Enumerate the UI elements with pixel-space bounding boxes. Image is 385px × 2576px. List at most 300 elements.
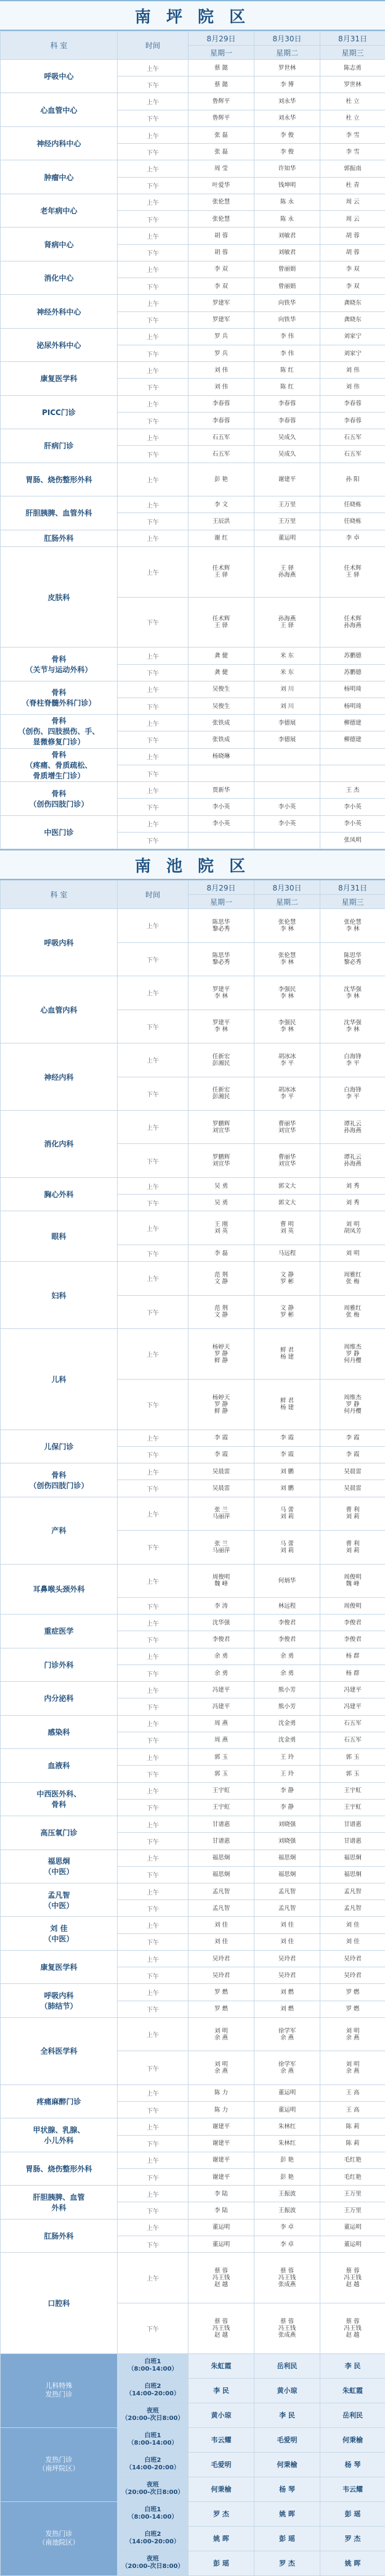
- table-row: [1, 1211, 385, 1245]
- doctor-cell: [188, 832, 254, 849]
- doctor-cell: 王 高: [320, 2102, 385, 2118]
- doctor-cell: 吴 勇: [188, 1195, 254, 1211]
- doctor-cell: 孙 阳: [320, 463, 385, 496]
- period-cell: 上午: [118, 2253, 188, 2303]
- doctor-cell: 李 涛: [188, 1597, 254, 1614]
- doctor-cell: 李 雪: [320, 144, 385, 160]
- period-cell: 上午: [118, 496, 188, 513]
- doctor-cell: 冯建平: [188, 1682, 254, 1698]
- period-cell: 上午: [118, 1463, 188, 1480]
- period-cell: 下午: [118, 2051, 188, 2084]
- schedule-table: [0, 31, 385, 849]
- doctor-cell: 李小英: [188, 815, 254, 832]
- doctor-cell: 刘晓强: [254, 1816, 320, 1833]
- doctor-cell: 石五军: [320, 446, 385, 463]
- fever-dept-name: 发热门诊 （南坪院区）: [1, 2427, 118, 2501]
- doctor-cell: 吴晨雷: [188, 1480, 254, 1497]
- period-cell: 下午: [118, 2168, 188, 2185]
- doctor-cell: 谢建平: [188, 2152, 254, 2168]
- dept-name: 呼吸内科: [1, 909, 118, 976]
- doctor-cell: 任新宏 彭湘民: [188, 1077, 254, 1110]
- doctor-cell: 谢建平: [188, 2168, 254, 2185]
- doctor-cell: 陈 红: [254, 379, 320, 395]
- doctor-cell: 石五军: [188, 446, 254, 463]
- doctor-cell: 李 俊: [254, 126, 320, 143]
- period-cell: 上午: [118, 1850, 188, 1866]
- doctor-cell: 文 静 罗 彬: [254, 1262, 320, 1295]
- doctor-cell: 甘谱惠: [188, 1833, 254, 1850]
- doctor-cell: 李俊君: [320, 1631, 385, 1648]
- doctor-cell: 毛红艳: [320, 2152, 385, 2168]
- doctor-cell: 吴晨雷: [320, 1480, 385, 1497]
- doctor-cell: 鲁辉平: [188, 110, 254, 126]
- doctor-cell: 蔡 蓉 冯王钱 赵 越: [188, 2303, 254, 2353]
- doctor-cell: 徐学军 余 燕: [254, 2017, 320, 2051]
- period-cell: 上午: [118, 1749, 188, 1766]
- doctor-cell: 郭 玉: [188, 1749, 254, 1766]
- doctor-cell: 李 文: [188, 496, 254, 513]
- doctor-cell: 刘 秀: [320, 1177, 385, 1194]
- doctor-cell: 罗 燃: [188, 1984, 254, 2001]
- doctor-cell: 张伦慧: [188, 211, 254, 228]
- dept-name: 老年病中心: [1, 194, 118, 227]
- dept-name: 胃肠、烧伤整形外科: [1, 2152, 118, 2185]
- doctor-cell: 周维杰 罗 静 何丹樱: [320, 1379, 385, 1430]
- doctor-cell: 熊小芳: [254, 1682, 320, 1698]
- doctor-cell: 董运明: [320, 2219, 385, 2236]
- doctor-cell: 蔡 蓉 冯王钱 张成燕: [254, 2303, 320, 2353]
- doctor-cell: 吴晨雷: [188, 1463, 254, 1480]
- dept-name: 心血管内科: [1, 976, 118, 1043]
- doctor-cell: 吴成久: [254, 446, 320, 463]
- period-cell: 上午: [118, 395, 188, 412]
- fever-doctor-cell: 李 民: [188, 2378, 254, 2403]
- doctor-cell: [320, 748, 385, 765]
- doctor-cell: 沈华强: [188, 1615, 254, 1631]
- doctor-cell: 李小英: [188, 799, 254, 815]
- dept-name: 康复医学科: [1, 362, 118, 395]
- period-cell: 下午: [118, 244, 188, 261]
- period-cell: 上午: [118, 648, 188, 664]
- period-cell: 上午: [118, 1883, 188, 1899]
- doctor-cell: 李 博: [254, 76, 320, 93]
- doctor-cell: 张伦慧 李 林: [254, 942, 320, 976]
- doctor-cell: 福思炯: [254, 1866, 320, 1883]
- doctor-cell: 李春蓉: [188, 395, 254, 412]
- doctor-cell: 余 勇: [188, 1648, 254, 1665]
- period-cell: 上午: [118, 228, 188, 244]
- table-row: [1, 1329, 385, 1380]
- table-row: [1, 909, 385, 942]
- dept-name: 消化内科: [1, 1111, 118, 1178]
- doctor-cell: 刘永华: [254, 93, 320, 110]
- fever-doctor-cell: 姚 晖: [320, 2551, 385, 2575]
- table-row: [1, 1749, 385, 1766]
- doctor-cell: 刘晓强: [254, 1833, 320, 1850]
- doctor-cell: 李强民 李 林: [254, 1010, 320, 1043]
- doctor-cell: 陈 莉: [320, 2118, 385, 2135]
- date-header: 8月30日: [254, 31, 320, 46]
- doctor-cell: 李 卓: [254, 2236, 320, 2252]
- doctor-cell: 吴玲君: [188, 1950, 254, 1967]
- dept-name: 儿科: [1, 1329, 118, 1430]
- fever-doctor-cell: 罗 杰: [254, 2551, 320, 2575]
- doctor-cell: 吴 勇: [188, 1177, 254, 1194]
- doctor-cell: 蔡 蓉 冯王钱 赵 越: [188, 2253, 254, 2303]
- doctor-cell: 许知华: [254, 160, 320, 177]
- dept-name: 消化中心: [1, 261, 118, 294]
- doctor-cell: 任术辉 孙海燕: [320, 597, 385, 648]
- doctor-cell: 张凤明: [320, 832, 385, 849]
- doctor-cell: 王万里: [320, 2186, 385, 2202]
- doctor-cell: 龚晓东: [320, 311, 385, 328]
- doctor-cell: 董运明: [320, 2236, 385, 2252]
- doctor-cell: 朱林红: [254, 2118, 320, 2135]
- doctor-cell: 董运明: [254, 2102, 320, 2118]
- period-cell: 下午: [118, 1732, 188, 1748]
- table-row: [1, 1463, 385, 1480]
- shift-cell: 夜班 （20:00-次日8:00）: [118, 2477, 188, 2501]
- doctor-cell: 董运明: [254, 530, 320, 546]
- doctor-cell: 胡冰冰 李 平: [254, 1077, 320, 1110]
- doctor-cell: 王辰洪: [188, 513, 254, 530]
- doctor-cell: 张铁成: [188, 731, 254, 748]
- period-cell: 下午: [118, 1446, 188, 1463]
- dept-name: 福思炯 （中医）: [1, 1850, 118, 1883]
- doctor-cell: 沈金勇: [254, 1715, 320, 1732]
- doctor-cell: 王宇虹: [188, 1782, 254, 1799]
- doctor-cell: 柳德建: [320, 715, 385, 731]
- doctor-cell: 陈 力: [188, 2102, 254, 2118]
- dept-name: 肿瘤中心: [1, 160, 118, 194]
- period-cell: 上午: [118, 1111, 188, 1144]
- period-cell: 上午: [118, 463, 188, 496]
- fever-doctor-cell: 韦云耀: [320, 2477, 385, 2501]
- table-row: [1, 2186, 385, 2202]
- dept-name: 康复医学科: [1, 1950, 118, 1983]
- doctor-cell: 冯建平: [188, 1698, 254, 1715]
- doctor-cell: 龚晓东: [320, 295, 385, 311]
- doctor-cell: 甘谱惠: [320, 1833, 385, 1850]
- doctor-cell: 任术辉 王 驿: [188, 546, 254, 597]
- doctor-cell: 鲜 君 杨 建: [254, 1379, 320, 1430]
- doctor-cell: 王振波: [254, 2186, 320, 2202]
- doctor-cell: 李 陆: [188, 2186, 254, 2202]
- section-title: 南 池 院 区: [0, 849, 385, 880]
- shift-cell: 白班2 （14:00-20:00）: [118, 2452, 188, 2477]
- doctor-cell: 刘 明: [320, 1245, 385, 1261]
- table-row: [1, 496, 385, 513]
- doctor-cell: 吴成久: [254, 429, 320, 446]
- doctor-cell: 马 蕾 刘 莉: [254, 1497, 320, 1530]
- doctor-cell: 向铁华: [254, 311, 320, 328]
- dept-name: 孟凡智 （中医）: [1, 1883, 118, 1916]
- table-row: [1, 1615, 385, 1631]
- doctor-cell: 曹 明 刘 英: [254, 1211, 320, 1245]
- dept-name: 呼吸中心: [1, 60, 118, 93]
- doctor-cell: 王宇虹: [320, 1799, 385, 1816]
- table-row: [1, 1564, 385, 1597]
- doctor-cell: 李小英: [254, 799, 320, 815]
- dept-name: 肝胆胰脾、血管 外科: [1, 2186, 118, 2219]
- dept-header: 科 室: [1, 31, 118, 60]
- dept-name: 肛肠外科: [1, 530, 118, 546]
- fever-doctor-cell: 毛爱明: [188, 2452, 254, 2477]
- period-cell: 上午: [118, 328, 188, 345]
- doctor-cell: 刘 佳: [320, 1933, 385, 1950]
- doctor-cell: 罗鹏辉 刘宣华: [188, 1111, 254, 1144]
- table-row: [1, 126, 385, 143]
- period-cell: 下午: [118, 1799, 188, 1816]
- dept-name: 甲状腺、乳腺、 小儿外科: [1, 2118, 118, 2152]
- doctor-cell: 周雅红 张 梅: [320, 1295, 385, 1328]
- doctor-cell: 龚 健: [188, 664, 254, 681]
- fever-doctor-cell: 岳利民: [320, 2403, 385, 2427]
- doctor-cell: 毛红艳: [320, 2168, 385, 2185]
- period-cell: 下午: [118, 345, 188, 361]
- period-cell: 下午: [118, 1245, 188, 1261]
- doctor-cell: 刘 秀: [320, 1195, 385, 1211]
- period-cell: 上午: [118, 2118, 188, 2135]
- doctor-cell: 孟凡智: [188, 1900, 254, 1917]
- doctor-cell: 杨明琦: [320, 681, 385, 697]
- doctor-cell: 罗 燃: [320, 2001, 385, 2017]
- dept-name: 肝胆胰脾、血管外科: [1, 496, 118, 530]
- doctor-cell: 罗鹏辉 刘宣华: [188, 1144, 254, 1177]
- doctor-cell: 王万里: [254, 496, 320, 513]
- dept-name: 疼痛麻醉门诊: [1, 2084, 118, 2118]
- fever-doctor-cell: 李 民: [254, 2403, 320, 2427]
- doctor-cell: 杨晓琳: [188, 748, 254, 765]
- period-cell: 下午: [118, 697, 188, 714]
- period-cell: 上午: [118, 160, 188, 177]
- table-row: [1, 295, 385, 311]
- doctor-cell: 董运明: [188, 2219, 254, 2236]
- period-cell: 上午: [118, 1211, 188, 1245]
- period-cell: 下午: [118, 799, 188, 815]
- table-row: [1, 1715, 385, 1732]
- period-cell: 下午: [118, 412, 188, 429]
- table-row: [1, 2219, 385, 2236]
- doctor-cell: 蔡 蓉 冯王钱 赵 越: [320, 2303, 385, 2353]
- doctor-cell: [254, 782, 320, 799]
- doctor-cell: 蔡 懿: [188, 60, 254, 76]
- doctor-cell: 周雅红 张 梅: [320, 1262, 385, 1295]
- doctor-cell: 刘 佳: [188, 1917, 254, 1933]
- doctor-cell: 柳德建: [320, 731, 385, 748]
- doctor-cell: 张伦慧 李 林: [320, 909, 385, 942]
- fever-doctor-cell: 杨 琴: [254, 2477, 320, 2501]
- period-cell: 上午: [118, 1329, 188, 1380]
- doctor-cell: 周维杰 罗 静 何丹樱: [320, 1329, 385, 1380]
- period-cell: 下午: [118, 2001, 188, 2017]
- doctor-cell: 罗 燃: [188, 2001, 254, 2017]
- table-row: [1, 2017, 385, 2051]
- doctor-cell: 李春蓉: [254, 395, 320, 412]
- table-row: [1, 194, 385, 210]
- period-cell: 下午: [118, 1933, 188, 1950]
- doctor-cell: 李 静: [254, 1799, 320, 1816]
- doctor-cell: 罗世林: [254, 60, 320, 76]
- doctor-cell: 吴玲君: [320, 1950, 385, 1967]
- doctor-cell: 刘 明 余 燕: [320, 2051, 385, 2084]
- period-cell: 上午: [118, 2017, 188, 2051]
- table-row: [1, 2253, 385, 2303]
- doctor-cell: 吴俊生: [188, 697, 254, 714]
- dept-name: 刘 佳 （中医）: [1, 1917, 118, 1950]
- doctor-cell: [254, 748, 320, 765]
- table-row: [1, 1950, 385, 1967]
- period-cell: 上午: [118, 2186, 188, 2202]
- table-row: [1, 328, 385, 345]
- doctor-cell: 李俊君: [320, 1615, 385, 1631]
- doctor-cell: 徐学军 余 燕: [254, 2051, 320, 2084]
- doctor-cell: 杜 立: [320, 110, 385, 126]
- period-cell: 下午: [118, 1077, 188, 1110]
- date-header: 8月30日: [254, 881, 320, 895]
- doctor-cell: 陈 红: [254, 362, 320, 379]
- doctor-cell: 王万里: [254, 513, 320, 530]
- table-row: [1, 463, 385, 496]
- doctor-cell: 福思炯: [188, 1866, 254, 1883]
- period-cell: 上午: [118, 1816, 188, 1833]
- date-header: 8月29日: [188, 881, 254, 895]
- dept-name: 感染科: [1, 1715, 118, 1748]
- period-cell: 下午: [118, 1531, 188, 1564]
- period-cell: 上午: [118, 1682, 188, 1698]
- doctor-cell: 李 霞: [188, 1430, 254, 1446]
- doctor-cell: 李德展: [254, 731, 320, 748]
- period-cell: 下午: [118, 278, 188, 295]
- doctor-cell: 李 霞: [188, 1446, 254, 1463]
- table-row: [1, 1850, 385, 1866]
- doctor-cell: 李 伟: [254, 345, 320, 361]
- dept-name: 神经外科中心: [1, 295, 118, 328]
- doctor-cell: 李春蓉: [188, 412, 254, 429]
- doctor-cell: 周 云: [320, 211, 385, 228]
- doctor-cell: 李小英: [320, 799, 385, 815]
- doctor-cell: 曾丽娟: [254, 261, 320, 278]
- doctor-cell: 任新宏 彭湘民: [188, 1043, 254, 1077]
- fever-doctor-cell: 朱虹霞: [188, 2353, 254, 2378]
- doctor-cell: 李春蓉: [254, 412, 320, 429]
- dept-name: 肝病门诊: [1, 429, 118, 463]
- fever-doctor-cell: 岳利民: [254, 2353, 320, 2378]
- doctor-cell: 余 勇: [254, 1665, 320, 1681]
- table-row: [1, 60, 385, 76]
- doctor-cell: 谢建平: [188, 2135, 254, 2152]
- doctor-cell: 福思炯: [254, 1850, 320, 1866]
- doctor-cell: 李 磊: [188, 1245, 254, 1261]
- fever-doctor-cell: 黄小琼: [188, 2403, 254, 2427]
- dept-name: 胸心外科: [1, 1177, 118, 1211]
- period-cell: 上午: [118, 261, 188, 278]
- doctor-cell: 蔡 蓉 冯王钱 赵 越: [320, 2253, 385, 2303]
- table-row: [1, 160, 385, 177]
- doctor-cell: 李 伟: [254, 328, 320, 345]
- fever-doctor-cell: 何秉榆: [254, 2452, 320, 2477]
- dept-name: 产科: [1, 1497, 118, 1564]
- table-row: [1, 362, 385, 379]
- doctor-cell: 刘敏君: [254, 228, 320, 244]
- doctor-cell: 李 陆: [188, 2202, 254, 2219]
- table-row: [1, 1682, 385, 1698]
- doctor-cell: 吴玲君: [254, 1967, 320, 1984]
- doctor-cell: 福思炯: [320, 1850, 385, 1866]
- doctor-cell: 罗建军: [188, 311, 254, 328]
- doctor-cell: 郭 玉: [188, 1766, 254, 1782]
- doctor-cell: 范 荆 文 静: [188, 1262, 254, 1295]
- weekday-header: 星期一: [188, 46, 254, 60]
- period-cell: 下午: [118, 1010, 188, 1043]
- doctor-cell: 杨婷天 罗 静 鲜 静: [188, 1329, 254, 1380]
- doctor-cell: 刘 佳: [254, 1917, 320, 1933]
- doctor-cell: 石五军: [320, 429, 385, 446]
- dept-name: 呼吸内科 （肺结节）: [1, 1984, 118, 2017]
- doctor-cell: 刘 佳: [254, 1933, 320, 1950]
- doctor-cell: 陈 莉: [320, 2135, 385, 2152]
- period-cell: 上午: [118, 546, 188, 597]
- doctor-cell: 李 雪: [320, 126, 385, 143]
- weekday-header: 星期一: [188, 895, 254, 909]
- doctor-cell: 王宇虹: [188, 1799, 254, 1816]
- shift-cell: 夜班 （20:00-次日8:00）: [118, 2403, 188, 2427]
- doctor-cell: 马远程: [254, 1245, 320, 1261]
- fever-doctor-cell: 何秉榆: [188, 2477, 254, 2501]
- doctor-cell: 李 霞: [254, 1430, 320, 1446]
- dept-header: 科 室: [1, 881, 118, 909]
- period-cell: 上午: [118, 1615, 188, 1631]
- doctor-cell: 甘谱惠: [188, 1816, 254, 1833]
- fever-doctor-cell: 韦云耀: [188, 2427, 254, 2452]
- period-cell: 上午: [118, 1497, 188, 1530]
- dept-name: 骨科 （创伤四肢门诊）: [1, 782, 118, 815]
- doctor-cell: 刘 佳: [320, 1917, 385, 1933]
- doctor-cell: 郭文大: [254, 1177, 320, 1194]
- table-row: [1, 782, 385, 799]
- table-row: [1, 1648, 385, 1665]
- period-cell: 上午: [118, 681, 188, 697]
- period-cell: 下午: [118, 597, 188, 648]
- doctor-cell: [254, 832, 320, 849]
- period-cell: 下午: [118, 1866, 188, 1883]
- doctor-cell: 曹 利 刘 莉: [320, 1497, 385, 1530]
- period-cell: 下午: [118, 2236, 188, 2252]
- doctor-cell: 胡 蓉: [188, 228, 254, 244]
- doctor-cell: 吴玲君: [188, 1967, 254, 1984]
- header-row: [1, 881, 385, 895]
- table-row: [1, 1111, 385, 1144]
- doctor-cell: 甘谱惠: [320, 1816, 385, 1833]
- period-cell: 下午: [118, 144, 188, 160]
- doctor-cell: 王 玲: [254, 1766, 320, 1782]
- fever-row: [1, 2353, 385, 2378]
- doctor-cell: 谭礼云 孙海燕: [320, 1144, 385, 1177]
- doctor-cell: 米 东: [254, 664, 320, 681]
- doctor-cell: 李俊君: [254, 1631, 320, 1648]
- doctor-cell: 何炳华: [254, 1564, 320, 1597]
- doctor-cell: 李 卓: [254, 2219, 320, 2236]
- fever-doctor-cell: 杨 琴: [320, 2452, 385, 2477]
- doctor-cell: 苏鹏德: [320, 664, 385, 681]
- period-cell: 下午: [118, 1900, 188, 1917]
- doctor-cell: 郭文大: [254, 1195, 320, 1211]
- doctor-cell: 冯建平: [320, 1698, 385, 1715]
- period-cell: 上午: [118, 2152, 188, 2168]
- doctor-cell: 苏鹏德: [320, 648, 385, 664]
- doctor-cell: 彭 艳: [188, 463, 254, 496]
- period-cell: 上午: [118, 126, 188, 143]
